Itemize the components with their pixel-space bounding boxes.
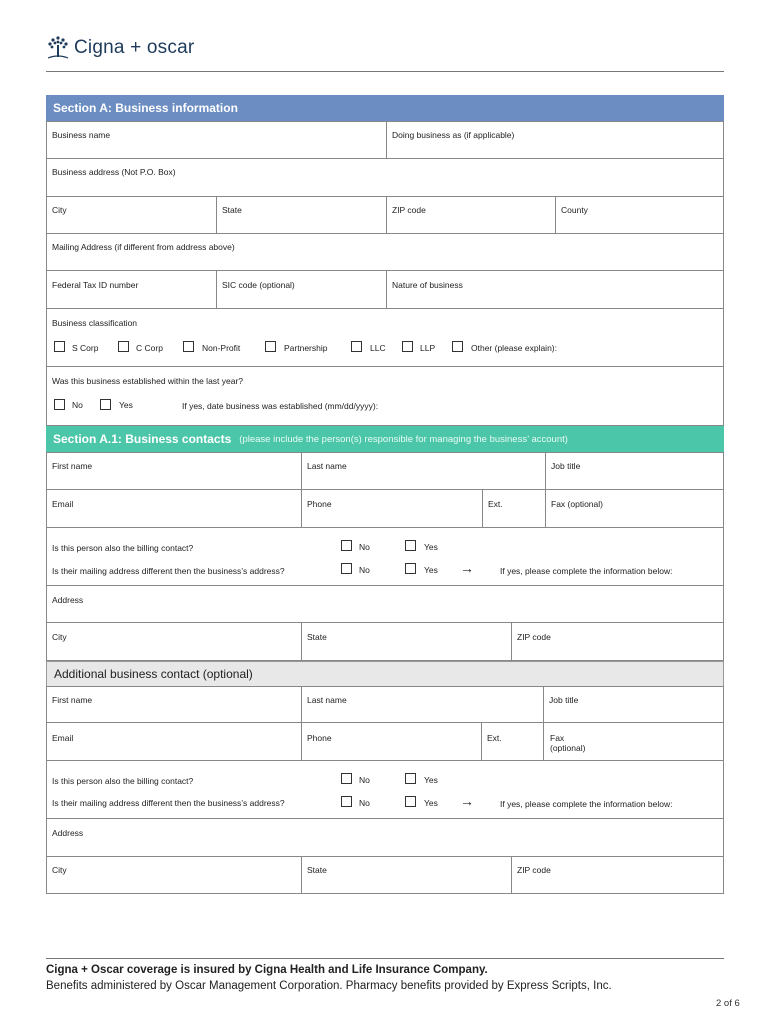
- logo: [46, 33, 194, 63]
- city-field[interactable]: City: [52, 205, 67, 215]
- header-divider: [46, 71, 724, 72]
- row-divider: [46, 856, 724, 857]
- c-corp-label: C Corp: [136, 343, 163, 353]
- row-divider: [46, 722, 724, 723]
- additional-phone-field[interactable]: Phone: [307, 733, 332, 743]
- first-name-field[interactable]: First name: [52, 461, 93, 471]
- business-address-field[interactable]: Business address (Not P.O. Box): [52, 167, 176, 177]
- additional-contact-title: Additional business contact (optional): [54, 667, 253, 681]
- col-divider: [543, 686, 544, 760]
- city-field[interactable]: City: [52, 632, 67, 642]
- zip-field[interactable]: ZIP code: [517, 632, 551, 642]
- established-yes-checkbox[interactable]: [100, 399, 111, 410]
- additional-billing-yes-label: Yes: [424, 775, 438, 785]
- zip-field[interactable]: ZIP code: [392, 205, 426, 215]
- col-divider: [482, 489, 483, 527]
- row-divider: [46, 760, 724, 761]
- s-corp-label: S Corp: [72, 343, 99, 353]
- billing-question: Is this person also the billing contact?: [52, 543, 194, 553]
- non-profit-checkbox[interactable]: [183, 341, 194, 352]
- additional-first-name-field[interactable]: First name: [52, 695, 93, 705]
- additional-mailing-no-checkbox[interactable]: [341, 796, 352, 807]
- col-divider: [386, 196, 387, 233]
- section-a-header: [46, 95, 724, 121]
- last-name-field[interactable]: Last name: [307, 461, 347, 471]
- job-title-field[interactable]: Job title: [551, 461, 581, 471]
- additional-mailing-no-label: No: [359, 798, 370, 808]
- mailing-yes-checkbox[interactable]: [405, 563, 416, 574]
- llp-label: LLP: [420, 343, 436, 353]
- footer-admin-note: Benefits administered by Oscar Management Corporation. Pharmacy benefits provided by Express Scripts, Inc.: [46, 980, 612, 992]
- partnership-checkbox[interactable]: [265, 341, 276, 352]
- address-field[interactable]: Address: [52, 595, 84, 605]
- col-divider: [301, 686, 302, 760]
- email-field[interactable]: Email: [52, 499, 74, 509]
- additional-zip-field[interactable]: ZIP code: [517, 865, 551, 875]
- additional-last-name-field[interactable]: Last name: [307, 695, 347, 705]
- established-no-label: No: [72, 400, 83, 410]
- footer-divider: [46, 958, 724, 959]
- sic-code-field[interactable]: SIC code (optional): [222, 280, 295, 290]
- additional-contact-header: [46, 661, 724, 687]
- additional-billing-yes-checkbox[interactable]: [405, 773, 416, 784]
- arrow-right-icon: →: [460, 560, 474, 576]
- col-divider: [216, 196, 217, 233]
- section-a1-subtitle: (please include the person(s) responsible for managing the business’ account): [239, 433, 568, 445]
- col-divider: [386, 270, 387, 308]
- col-divider: [511, 622, 512, 661]
- billing-no-checkbox[interactable]: [341, 540, 352, 551]
- col-divider: [216, 270, 217, 308]
- additional-contact-form: [46, 686, 724, 894]
- federal-tax-id-field[interactable]: Federal Tax ID number: [52, 280, 139, 290]
- mailing-question: Is their mailing address different then the business’s address?: [52, 566, 285, 576]
- row-divider: [46, 158, 724, 159]
- mailing-no-checkbox[interactable]: [341, 563, 352, 574]
- additional-billing-question: Is this person also the billing contact?: [52, 776, 194, 786]
- additional-mailing-yes-checkbox[interactable]: [405, 796, 416, 807]
- col-divider: [386, 121, 387, 158]
- established-question: Was this business established within the last year?: [52, 376, 244, 386]
- ext-field[interactable]: Ext.: [488, 499, 503, 509]
- col-divider: [511, 856, 512, 894]
- additional-fax-field[interactable]: Fax: [550, 733, 565, 743]
- row-divider: [46, 366, 724, 367]
- county-field[interactable]: County: [561, 205, 588, 215]
- col-divider: [545, 452, 546, 527]
- fax-field[interactable]: Fax (optional): [551, 499, 603, 509]
- established-no-checkbox[interactable]: [54, 399, 65, 410]
- section-a1-form: [46, 452, 724, 661]
- additional-city-field[interactable]: City: [52, 865, 67, 875]
- row-divider: [46, 270, 724, 271]
- non-profit-label: Non-Profit: [202, 343, 241, 353]
- row-divider: [46, 233, 724, 234]
- section-a-title: Section A: Business information: [53, 101, 238, 115]
- mailing-no-label: No: [359, 565, 370, 575]
- state-field[interactable]: State: [222, 205, 242, 215]
- additional-billing-no-label: No: [359, 775, 370, 785]
- additional-address-field[interactable]: Address: [52, 828, 84, 838]
- col-divider: [481, 722, 482, 760]
- other-label: Other (please explain):: [471, 343, 557, 353]
- col-divider: [301, 622, 302, 661]
- date-established-field[interactable]: If yes, date business was established (mm/dd/yyyy):: [182, 401, 379, 411]
- additional-complete-below-note: If yes, please complete the information below:: [500, 799, 673, 809]
- footer-insurer-note: Cigna + Oscar coverage is insured by Cigna Health and Life Insurance Company.: [46, 964, 488, 976]
- section-a1-title: Section A.1: Business contacts: [53, 432, 232, 446]
- additional-state-field[interactable]: State: [307, 865, 327, 875]
- row-divider: [46, 585, 724, 586]
- c-corp-checkbox[interactable]: [118, 341, 129, 352]
- additional-fax-optional: (optional): [550, 743, 586, 753]
- row-divider: [46, 196, 724, 197]
- arrow-right-icon: →: [460, 793, 474, 809]
- row-divider: [46, 489, 724, 490]
- billing-no-label: No: [359, 542, 370, 552]
- billing-yes-checkbox[interactable]: [405, 540, 416, 551]
- llp-checkbox[interactable]: [402, 341, 413, 352]
- row-divider: [46, 622, 724, 623]
- other-checkbox[interactable]: [452, 341, 463, 352]
- dba-field[interactable]: Doing business as (if applicable): [392, 130, 515, 140]
- billing-yes-label: Yes: [424, 542, 438, 552]
- additional-ext-field[interactable]: Ext.: [487, 733, 502, 743]
- nature-of-business-field[interactable]: Nature of business: [392, 280, 463, 290]
- section-a1-header: [46, 426, 724, 452]
- page-number: 2 of 6: [716, 998, 740, 1009]
- additional-mailing-question: Is their mailing address different then the business’s address?: [52, 798, 285, 808]
- col-divider: [555, 196, 556, 233]
- additional-job-title-field[interactable]: Job title: [549, 695, 579, 705]
- additional-mailing-yes-label: Yes: [424, 798, 438, 808]
- additional-email-field[interactable]: Email: [52, 733, 74, 743]
- llc-label: LLC: [370, 343, 386, 353]
- state-field[interactable]: State: [307, 632, 327, 642]
- established-yes-label: Yes: [119, 400, 133, 410]
- s-corp-checkbox[interactable]: [54, 341, 65, 352]
- tree-logo-icon: [46, 34, 70, 62]
- logo-text: Cigna + oscar: [74, 37, 195, 58]
- mailing-address-field[interactable]: Mailing Address (if different from address above): [52, 242, 235, 252]
- phone-field[interactable]: Phone: [307, 499, 332, 509]
- complete-below-note: If yes, please complete the information below:: [500, 566, 673, 576]
- partnership-label: Partnership: [284, 343, 328, 353]
- row-divider: [46, 527, 724, 528]
- llc-checkbox[interactable]: [351, 341, 362, 352]
- col-divider: [301, 452, 302, 527]
- col-divider: [301, 856, 302, 894]
- classification-label: Business classification: [52, 318, 138, 328]
- row-divider: [46, 818, 724, 819]
- additional-billing-no-checkbox[interactable]: [341, 773, 352, 784]
- row-divider: [46, 308, 724, 309]
- business-name-field[interactable]: Business name: [52, 130, 111, 140]
- mailing-yes-label: Yes: [424, 565, 438, 575]
